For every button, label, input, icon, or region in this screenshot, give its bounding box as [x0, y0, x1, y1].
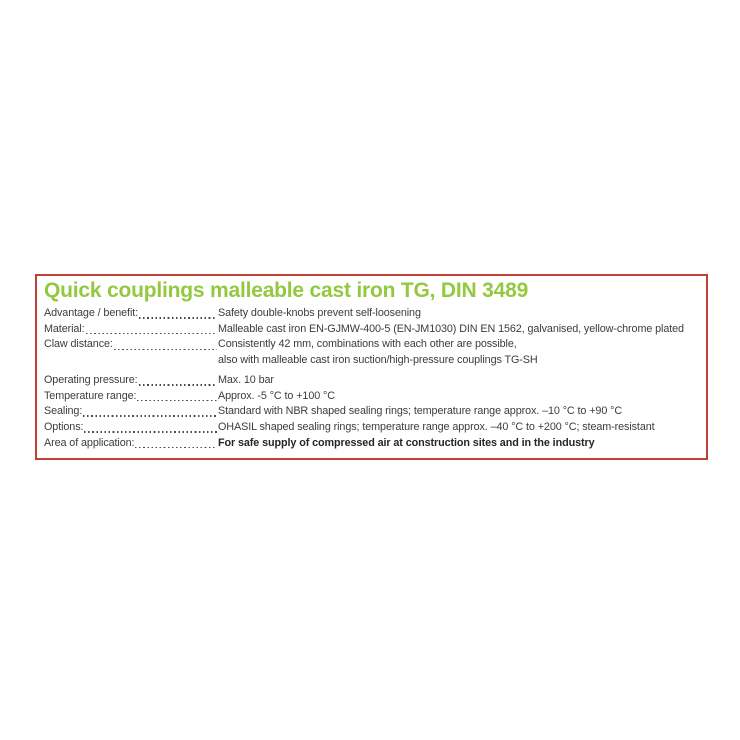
spec-label: Sealing:: [44, 405, 83, 418]
spec-value: Malleable cast iron EN-GJMW-400-5 (EN-JM1030) DIN EN 1562, galvanised, yellow-chrome plated: [218, 322, 684, 335]
spec-value: Safety double-knobs prevent self-loosening: [218, 307, 421, 319]
spec-row-claw-distance: [44, 337, 700, 368]
spec-value: Standard with NBR shaped sealing rings; temperature range approx. –10 °C to +90 °C: [218, 405, 623, 418]
spec-row-temperature-range: [44, 389, 700, 405]
spec-value-continuation: also with malleable cast iron suction/high-pressure couplings TG-SH: [218, 354, 538, 367]
dotted-leader: [85, 322, 218, 338]
spec-row-area-of-application: [44, 436, 700, 452]
dotted-leader: [83, 420, 218, 436]
spec-label: Advantage / benefit:: [44, 307, 139, 319]
dotted-leader: [138, 373, 218, 389]
spec-label: Material:: [44, 322, 85, 335]
dotted-leader: [138, 306, 218, 322]
spec-value: Approx. -5 °C to +100 °C: [218, 389, 335, 402]
spec-row-advantage: [44, 306, 700, 322]
spec-value: Consistently 42 mm, combinations with each other are possible,: [218, 338, 517, 351]
dotted-leader: [113, 337, 218, 353]
page-title: Quick couplings malleable cast iron TG, DIN 3489: [44, 279, 529, 302]
spec-label: Temperature range:: [44, 389, 137, 402]
spec-row-sealing: [44, 404, 700, 420]
product-spec-box: [35, 274, 708, 460]
spec-label: Operating pressure:: [44, 373, 138, 386]
dotted-leader: [136, 389, 218, 405]
spec-value: OHASIL shaped sealing rings; temperature range approx. –40 °C to +200 °C; steam-resistant: [218, 420, 655, 433]
spec-label: Area of application:: [44, 436, 135, 449]
spec-value: Max. 10 bar: [218, 373, 274, 386]
spec-row-options: [44, 420, 700, 436]
dotted-leader: [82, 404, 218, 420]
spec-value: For safe supply of compressed air at construction sites and in the industry: [218, 436, 595, 449]
spec-row-material: [44, 322, 700, 338]
spec-label: Claw distance:: [44, 338, 113, 351]
spec-table: [44, 306, 700, 451]
spec-label: Options:: [44, 420, 84, 433]
spec-row-operating-pressure: [44, 373, 700, 389]
dotted-leader: [134, 436, 218, 452]
